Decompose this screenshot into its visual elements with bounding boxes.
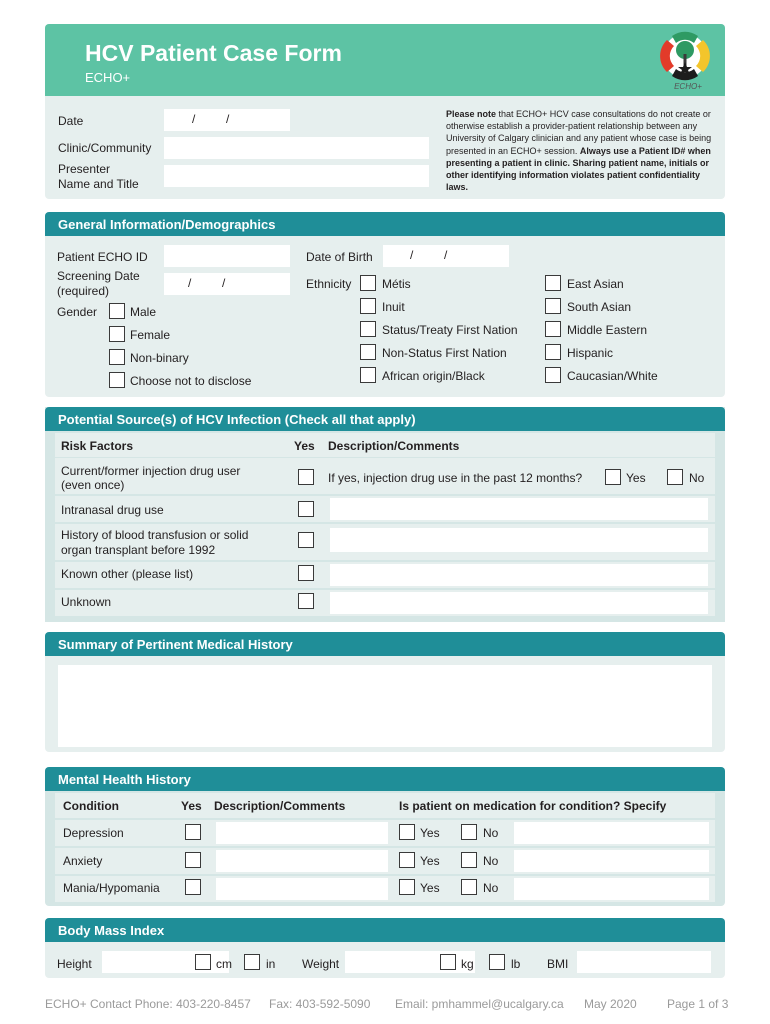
note-heading: Please note [446, 109, 497, 119]
demographics-title: General Information/Demographics [58, 217, 276, 232]
presenter-field[interactable] [164, 165, 429, 187]
gender-nonbinary-checkbox[interactable] [109, 349, 125, 365]
mania-yes-checkbox[interactable] [185, 879, 201, 895]
risk-row-label: Intranasal drug use [61, 503, 164, 517]
mania-description-field[interactable] [216, 878, 388, 900]
mania-med-yes-label: Yes [420, 881, 440, 895]
form-subtitle: ECHO+ [85, 70, 131, 85]
bmi-header [45, 918, 725, 942]
weight-lb-checkbox[interactable] [489, 954, 505, 970]
demographics-header [45, 212, 725, 236]
form-title: HCV Patient Case Form [85, 40, 342, 66]
weight-lb-label: lb [511, 957, 521, 971]
height-in-label: in [266, 957, 276, 971]
mania-med-no-label: No [483, 881, 499, 895]
ethnicity-hispanic-label: Hispanic [567, 346, 614, 360]
risk-row-label: Current/former injection drug user [61, 464, 241, 478]
medical-history-title: Summary of Pertinent Medical History [58, 637, 293, 652]
footer-date: May 2020 [584, 997, 637, 1011]
risk-row-label: (even once) [61, 478, 125, 492]
depression-yes-checkbox[interactable] [185, 824, 201, 840]
gender-undisclosed-checkbox[interactable] [109, 372, 125, 388]
ethnicity-nonstatus-first-nation-checkbox[interactable] [360, 344, 376, 360]
screening-date-field[interactable] [164, 273, 290, 295]
gender-male-checkbox[interactable] [109, 303, 125, 319]
anxiety-med-yes-checkbox[interactable] [399, 852, 415, 868]
ethnicity-hispanic-checkbox[interactable] [545, 344, 561, 360]
ethnicity-east-asian-checkbox[interactable] [545, 275, 561, 291]
risk-row-label: organ transplant before 1992 [61, 543, 216, 557]
anxiety-med-no-checkbox[interactable] [461, 852, 477, 868]
condition-column-header: Condition [63, 799, 119, 813]
risk-row-label: History of blood transfusion or solid [61, 528, 249, 542]
medication-column-header: Is patient on medication for condition? Specify [399, 799, 667, 813]
mental-health-header [45, 767, 725, 791]
ethnicity-label: Ethnicity [306, 277, 352, 291]
note-warning: Always use a Patient ID# when presenting a patient in clinic. Sharing patient name, initials or other identifying information violates patient confidentiality laws. [446, 145, 711, 193]
mania-med-yes-checkbox[interactable] [399, 879, 415, 895]
anxiety-yes-checkbox[interactable] [185, 852, 201, 868]
known-other-yes-checkbox[interactable] [298, 565, 314, 581]
footer-phone: ECHO+ Contact Phone: 403-220-8457 [45, 997, 251, 1011]
mania-med-specify-field[interactable] [514, 878, 709, 900]
weight-label: Weight [302, 957, 340, 971]
condition-label: Mania/Hypomania [63, 881, 160, 895]
idu-past12-no-label: No [689, 471, 705, 485]
infection-header [45, 407, 725, 431]
ethnicity-metis-checkbox[interactable] [360, 275, 376, 291]
ethnicity-african-label: African origin/Black [382, 369, 485, 383]
description-column-header: Description/Comments [214, 799, 346, 813]
name-title-label: Name and Title [58, 177, 139, 191]
height-cm-checkbox[interactable] [195, 954, 211, 970]
date-label: Date [58, 114, 84, 128]
ethnicity-status-first-nation-label: Status/Treaty First Nation [382, 323, 518, 337]
weight-kg-label: kg [461, 957, 474, 971]
idu-question: If yes, injection drug use in the past 12 months? [328, 471, 583, 485]
bmi-panel [45, 918, 725, 978]
bmi-label: BMI [547, 957, 569, 971]
bmi-title: Body Mass Index [58, 923, 165, 938]
gender-male-label: Male [130, 305, 157, 319]
ethnicity-caucasian-label: Caucasian/White [567, 369, 658, 383]
title-bar [45, 24, 725, 96]
infection-title: Potential Source(s) of HCV Infection (Check all that apply) [58, 412, 416, 427]
yes-column-header: Yes [294, 439, 315, 453]
clinic-label: Clinic/Community [58, 141, 152, 155]
anxiety-med-yes-label: Yes [420, 854, 440, 868]
dob-label: Date of Birth [306, 250, 373, 264]
anxiety-med-no-label: No [483, 854, 499, 868]
ethnicity-east-asian-label: East Asian [567, 277, 624, 291]
ethnicity-nonstatus-first-nation-label: Non-Status First Nation [382, 346, 507, 360]
risk-row-label: Known other (please list) [61, 567, 194, 581]
ethnicity-inuit-label: Inuit [382, 300, 405, 314]
medical-history-panel [45, 632, 725, 752]
footer-page-number: Page 1 of 3 [667, 997, 729, 1011]
clinic-field[interactable] [164, 137, 429, 159]
ethnicity-inuit-checkbox[interactable] [360, 298, 376, 314]
depression-med-no-checkbox[interactable] [461, 824, 477, 840]
date-separator: / [192, 112, 196, 126]
depression-med-no-label: No [483, 826, 499, 840]
medical-history-header [45, 632, 725, 656]
anxiety-med-specify-field[interactable] [514, 850, 709, 872]
unknown-comment-field[interactable] [330, 592, 708, 614]
risk-row-label: Unknown [61, 595, 112, 609]
depression-med-specify-field[interactable] [514, 822, 709, 844]
screening-required-label: (required) [57, 284, 110, 298]
gender-label: Gender [57, 305, 98, 319]
height-in-checkbox[interactable] [244, 954, 260, 970]
known-other-comment-field[interactable] [330, 564, 708, 586]
depression-description-field[interactable] [216, 822, 388, 844]
date-separator: / [222, 276, 226, 290]
condition-label: Anxiety [63, 854, 103, 868]
intranasal-comment-field[interactable] [330, 498, 708, 520]
idu-past12-yes-label: Yes [626, 471, 646, 485]
patient-id-label: Patient ECHO ID [57, 250, 148, 264]
demographics-panel [45, 212, 725, 397]
medical-history-field[interactable] [58, 665, 712, 747]
transfusion-comment-field[interactable] [330, 528, 708, 552]
ethnicity-middle-eastern-label: Middle Eastern [567, 323, 648, 337]
date-separator: / [410, 248, 414, 262]
risk-factors-column-header: Risk Factors [61, 439, 134, 453]
ethnicity-middle-eastern-checkbox[interactable] [545, 321, 561, 337]
height-cm-label: cm [216, 957, 232, 971]
presenter-label: Presenter [58, 162, 111, 176]
gender-undisclosed-label: Choose not to disclose [130, 374, 252, 388]
ethnicity-status-first-nation-checkbox[interactable] [360, 321, 376, 337]
footer-email: Email: pmhammel@ucalgary.ca [395, 997, 564, 1011]
yes-column-header: Yes [181, 799, 202, 813]
intranasal-yes-checkbox[interactable] [298, 501, 314, 517]
condition-label: Depression [63, 826, 124, 840]
echo-logo-icon [652, 26, 722, 94]
screening-date-label: Screening Date [57, 269, 140, 283]
injection-drug-yes-checkbox[interactable] [298, 469, 314, 485]
gender-nonbinary-label: Non-binary [130, 351, 189, 365]
ethnicity-metis-label: Métis [382, 277, 411, 291]
idu-past12-no-checkbox[interactable] [667, 469, 683, 485]
transfusion-yes-checkbox[interactable] [298, 532, 314, 548]
confidentiality-note [446, 108, 721, 193]
gender-female-checkbox[interactable] [109, 326, 125, 342]
date-separator: / [444, 248, 448, 262]
patient-id-field[interactable] [164, 245, 290, 267]
infection-panel [45, 407, 725, 622]
unknown-yes-checkbox[interactable] [298, 593, 314, 609]
footer-fax: Fax: 403-592-5090 [269, 997, 371, 1011]
description-column-header: Description/Comments [328, 439, 460, 453]
ethnicity-caucasian-checkbox[interactable] [545, 367, 561, 383]
anxiety-description-field[interactable] [216, 850, 388, 872]
note-text: that ECHO+ HCV case consultations do not create or otherwise establish a provider-patient relationship between any University of Calgary clinician and any patient whose case is being presented in an ECHO+ session. [446, 109, 712, 156]
ethnicity-african-checkbox[interactable] [360, 367, 376, 383]
date-separator: / [188, 276, 192, 290]
weight-kg-checkbox[interactable] [440, 954, 456, 970]
gender-female-label: Female [130, 328, 171, 342]
header-panel [45, 24, 725, 199]
ethnicity-south-asian-label: South Asian [567, 300, 632, 314]
date-separator: / [226, 112, 230, 126]
logo-text: ECHO+ [674, 82, 702, 91]
idu-past12-yes-checkbox[interactable] [605, 469, 621, 485]
bmi-field[interactable] [577, 951, 711, 973]
mania-med-no-checkbox[interactable] [461, 879, 477, 895]
mental-health-title: Mental Health History [58, 772, 191, 787]
ethnicity-south-asian-checkbox[interactable] [545, 298, 561, 314]
depression-med-yes-label: Yes [420, 826, 440, 840]
mental-health-panel [45, 767, 725, 906]
height-label: Height [57, 957, 92, 971]
depression-med-yes-checkbox[interactable] [399, 824, 415, 840]
